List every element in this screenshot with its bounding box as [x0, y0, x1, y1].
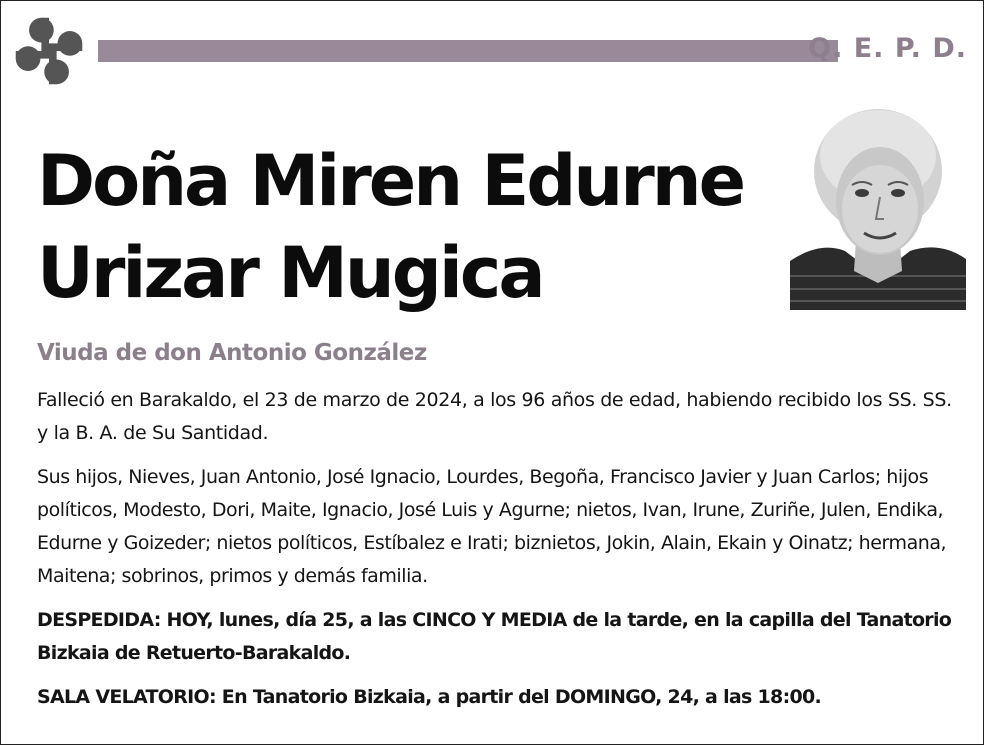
- farewell-text: DESPEDIDA: HOY, lunes, día 25, a las CINCO Y MEDIA de la tarde, en la capilla del Tanatorio Bizkaia de Retuerto-Barakaldo.: [37, 609, 952, 664]
- family-text: Sus hijos, Nieves, Juan Antonio, José Ignacio, Lourdes, Begoña, Francisco Javier y Juan Carlos; hijos políticos, Modesto, Dori, Maite, Ignacio, José Luis y Agurne; nietos, Ivan, Irune, Zuriñe, Julen, Endika, Edurne y Goizeder; nietos políticos, Estíbalez e Irati; biznietos, Jokin, Alain, Ekain y Oinatz; hermana, Maitena; sobrinos, primos y demás familia.: [37, 466, 947, 587]
- name-line-2: Urizar Mugica: [37, 232, 543, 314]
- deceased-name: [37, 135, 757, 319]
- portrait-photo: [790, 101, 966, 310]
- widow-subtitle: Viuda de don Antonio González: [37, 340, 427, 366]
- name-line-1: Doña Miren Edurne: [37, 140, 744, 222]
- header-rule: [98, 40, 838, 62]
- wake-room-text: SALA VELATORIO: En Tanatorio Bizkaia, a partir del DOMINGO, 24, a las 18:00.: [37, 686, 822, 708]
- qepd-label: Q. E. P. D.: [808, 33, 967, 64]
- notice-body: [37, 384, 957, 714]
- death-notice-text: Falleció en Barakaldo, el 23 de marzo de 2024, a los 96 años de edad, habiendo recibido los SS. SS. y la B. A. de Su Santidad.: [37, 389, 952, 444]
- lauburu-icon: [11, 13, 87, 89]
